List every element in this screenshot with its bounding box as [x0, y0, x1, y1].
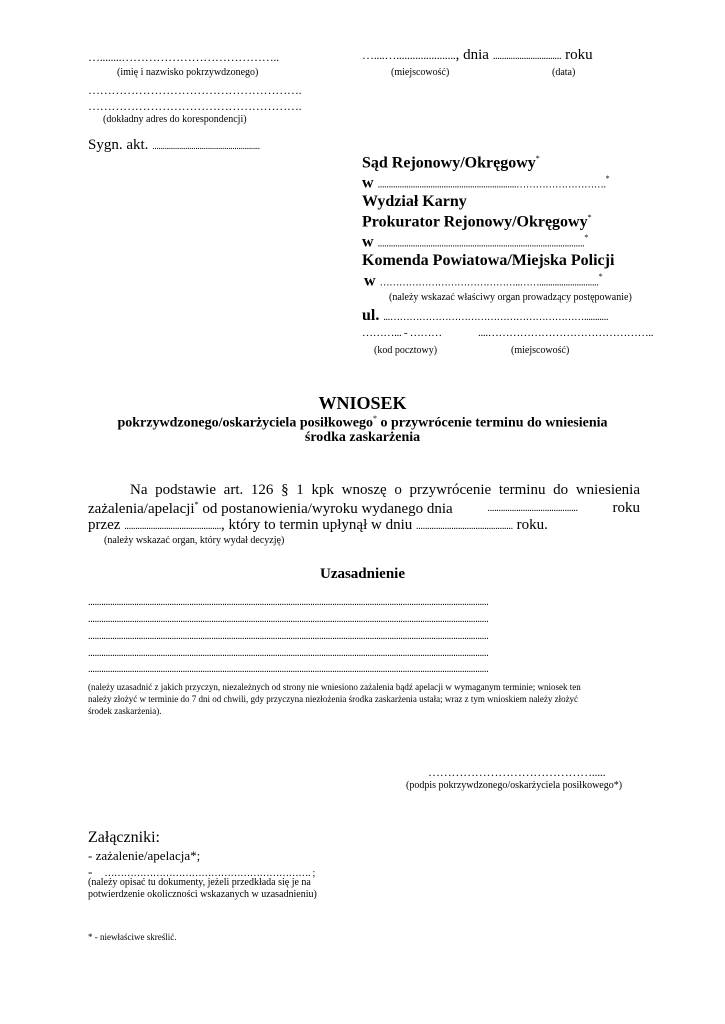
footnote-star: * [605, 174, 610, 183]
subtitle-party: pokrzywdzonego/oskarżyciela posiłkowego [117, 415, 373, 431]
justification-line: ...................................................................................................................................................................................... [88, 664, 489, 675]
city-dots: ....……………………………………….. [478, 327, 654, 339]
attachment-item: - zażalenie/apelacja*; [88, 848, 201, 863]
appeal-type [88, 500, 453, 518]
signature-dots: ……………………………………..... [428, 765, 606, 779]
attachments-hint-2: potwierdzenie okoliczności wskazanych w uzasadnieniu) [88, 889, 317, 900]
footnote-star: * [372, 414, 377, 423]
footnote-star: * [587, 213, 592, 222]
prosecutor-w-line [362, 233, 588, 251]
date-dots: ............................... [492, 51, 562, 62]
address-hint: (dokładny adres do korespondencji) [103, 114, 247, 125]
justification-heading: Uzasadnienie [319, 566, 405, 582]
document-subtitle-1 [0, 414, 725, 432]
city-hint: (miejscowość) [511, 345, 570, 356]
justification-hint-1: (należy uzasadnić z jakich przyczyn, niezależnych od strony nie wniesiono zażalenia bądź apelacji w wymaganym terminie; wniosek ten [88, 682, 581, 692]
attachments-heading: Załączniki: [88, 829, 160, 846]
court-title [362, 154, 540, 172]
decision-date-label: od postanowienia/wyroku wydanego dnia [198, 501, 453, 517]
footnote-star: * [535, 154, 540, 163]
prosecutor-name: Prokurator Rejonowy/Okręgowy [362, 213, 588, 231]
decision-organ-hint: (należy wskazać organ, który wydał decyzję) [104, 535, 285, 546]
footnote-star: * [194, 500, 199, 509]
roku-label: roku. [516, 517, 548, 533]
place-date-line [362, 46, 593, 64]
police-city-dots: ……………………………………..……........................... [379, 277, 599, 289]
address-dots-2: ………………………………………………. [88, 99, 302, 113]
department-title: Wydział Karny [362, 193, 467, 210]
postal-hint: (kod pocztowy) [374, 345, 438, 356]
justification-line: ...................................................................................................................................................................................... [88, 597, 489, 608]
attachment-dash: - [88, 864, 93, 879]
przez-label: przez [88, 517, 121, 533]
justification-line: ...................................................................................................................................................................................... [88, 614, 489, 625]
footnote: * - niewłaściwe skreślić. [88, 932, 177, 942]
police-w-line [364, 272, 603, 290]
court-w-line [362, 174, 610, 192]
w-label: w [362, 174, 374, 192]
attachments-hint-1: (należy opisać tu dokumenty, jeżeli przedkłada się je na [88, 877, 311, 888]
justification-line: ...................................................................................................................................................................................... [88, 648, 489, 659]
attachment-dots: ………………………………………………………. ; [104, 868, 315, 879]
organ-dots: ............................................ [124, 521, 222, 532]
street-line [362, 307, 608, 325]
w-label: w [364, 272, 376, 290]
footnote-star: * [598, 272, 603, 281]
deadline-label: , który to termin upłynął w dniu [221, 517, 413, 533]
address-dots-1: ………………………………………………. [88, 83, 302, 97]
document-subtitle-2: środka zaskarżenia [304, 430, 421, 445]
ul-label: ul. [362, 307, 380, 324]
roku-label: roku [612, 500, 640, 516]
place-dots: …....…...................... [362, 48, 456, 62]
subtitle-purpose: o przywrócenie terminu do wniesienia [376, 415, 608, 431]
date-hint: (data) [552, 67, 576, 78]
roku-label: roku [565, 47, 593, 63]
name-dots: …........………………………………….. [88, 50, 279, 64]
organ-hint: (należy wskazać właściwy organ prowadzący postępowanie) [389, 292, 632, 303]
dnia-label: , dnia [455, 47, 489, 63]
court-name: Sąd Rejonowy/Okręgowy [362, 154, 536, 172]
signature-hint: (podpis pokrzywdzonego/oskarżyciela posiłkowego*) [406, 780, 623, 791]
body-line-2 [88, 500, 640, 518]
prosecutor-title [362, 213, 592, 231]
court-city-dots: ...............................................................………………………. [377, 179, 606, 191]
decision-date-dots: ......................................... [487, 503, 578, 514]
body-line-1: Na podstawie art. 126 § 1 kpk wnoszę o przywrócenie terminu do wniesienia [130, 482, 640, 498]
prosecutor-city-dots: .............................................................................................. [377, 238, 585, 250]
footnote-star: * [584, 233, 589, 242]
document-title: WNIOSEK [318, 393, 407, 413]
justification-hint-3: środek zaskarżenia). [88, 706, 162, 716]
justification-hint-2: należy złożyć w terminie do 7 dni od chwili, gdy przyczyna niezłożenia środka zaskarżenia ustała; wraz z tym wnioskiem należy złożyć [88, 694, 579, 704]
place-hint: (miejscowość) [391, 67, 450, 78]
sygn-dots: ....................................................... [152, 141, 260, 151]
street-dots: ...……………………………………………………........... [383, 312, 609, 323]
name-hint: (imię i nazwisko pokrzywdzonego) [117, 67, 259, 78]
deadline-date-dots: ............................................ [416, 521, 513, 532]
postal-dots: ………... - ……… [362, 327, 442, 339]
appeal-type-text: zażalenia/apelacji [88, 501, 195, 517]
sygn-akt [88, 136, 260, 154]
w-label: w [362, 233, 374, 251]
sygn-label: Sygn. akt. [88, 137, 149, 153]
body-line-3 [88, 517, 640, 534]
police-title: Komenda Powiatowa/Miejska Policji [362, 252, 615, 269]
justification-line: ...................................................................................................................................................................................... [88, 631, 489, 642]
